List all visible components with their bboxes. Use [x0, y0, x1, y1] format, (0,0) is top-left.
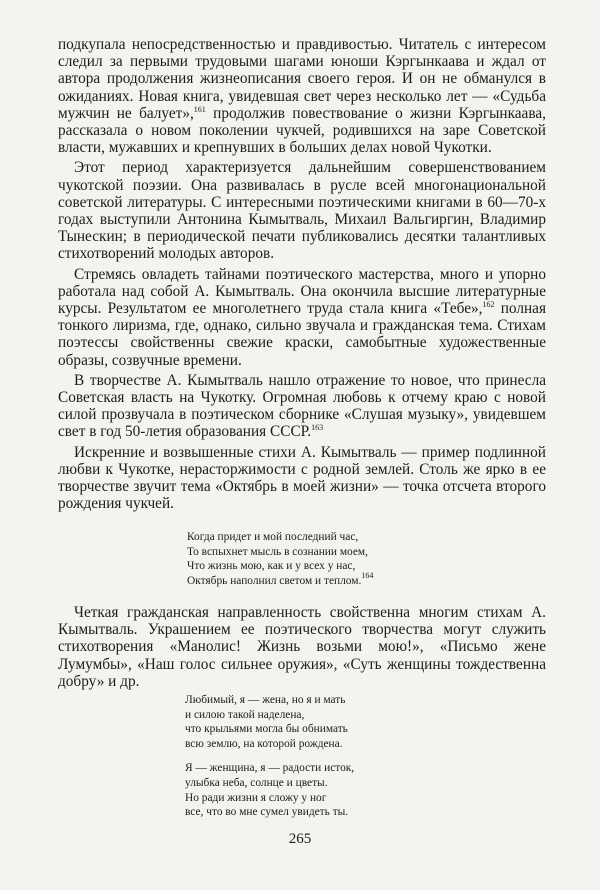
page-body [58, 36, 546, 512]
poem-line-text: Октябрь наполнил светом и теплом. [187, 574, 362, 587]
poem-line: и силою такой наделена, [185, 708, 305, 721]
poem-october [187, 530, 373, 588]
poem-line: Я — женщина, я — радости исток, [185, 762, 355, 775]
paragraph-2 [58, 159, 546, 262]
poem-line: улыбка неба, солнце и цветы. [185, 776, 328, 789]
page-number: 265 [288, 831, 312, 847]
paragraph-1-text-cont: продолжив повествование о жизни Кэргынкаава, рассказала о новом поколении чукчей, родившихся на заре Советской власти, мужавших и крепнувших в больших делах новой Чукотки. [58, 104, 546, 157]
footnote-ref-164[interactable]: 164 [361, 570, 374, 580]
poem-line: Любимый, я — жена, но я и мать [185, 694, 346, 706]
poem-line: Но ради жизни я сложу у ног [185, 791, 327, 804]
paragraph-4 [58, 372, 546, 441]
footnote-ref-162[interactable]: 162 [482, 300, 495, 310]
footnote-ref-161[interactable]: 161 [193, 104, 206, 114]
paragraph-3-text: Стремясь овладеть тайнами поэтического мастерства, много и упорно работала над собой А. Кымытваль. Она окончила высшие литературные курсы. Результатом ее многолетнего труда стала книга «Тебе», [58, 265, 546, 318]
poem-line: все, что во мне сумел увидеть ты. [185, 806, 349, 819]
paragraph-5-text: Искренние и возвышенные стихи А. Кымытваль — пример подлинной любви к Чукотке, нерасторжимости с родной землей. Столь же ярко в ее творчестве звучит тема «Октябрь в моей жизни» — точка отсчета второго рождения чукчей. [58, 443, 546, 513]
poem-line: что крыльями могла бы обнимать [185, 723, 348, 736]
poem-line: То вспыхнет мысль в сознании моем, [187, 545, 368, 558]
paragraph-6-text: Четкая гражданская направленность свойственна многим стихам А. Кымытваль. Украшением ее поэтического творчества могут служить стихотворения «Манолис! Жизнь возьми мою!», «Письмо жене Лумумбы», «Наш голос сильнее оружия», «Суть женщины тождественна добру» и др. [58, 604, 546, 690]
paragraph-5 [58, 444, 546, 513]
poem-line [187, 570, 374, 589]
paragraph-1 [58, 36, 546, 156]
poem-line: Что жизнь мою, как и у всех у нас, [187, 560, 356, 573]
footnote-ref-163[interactable]: 163 [311, 423, 324, 433]
paragraph-3-text-cont: полная тонкого лиризма, где, однако, сильно звучала и гражданская тема. Стихам поэтессы свойственны свежие краски, самобытные художественные образы, созвучные времени. [58, 300, 546, 369]
poem-line: всю землю, на которой рождена. [185, 737, 343, 750]
paragraph-3 [58, 266, 546, 369]
poem-stanza-2 [185, 761, 354, 819]
paragraph-4-text: В творчестве А. Кымытваль нашло отражение то новое, что принесла Советская власть на Чукотку. Огромная любовь к отчему краю с новой силой прозвучала в поэтическом сборнике «Слушая музыку», увидевшем свет в год 50-летия образования СССР. [58, 371, 546, 441]
poem-woman [185, 693, 354, 820]
poem-line: Когда придет и мой последний час, [187, 531, 359, 543]
paragraph-2-text: Этот период характеризуется дальнейшим совершенствованием чукотской поэзии. Она развивалась в русле всей многонациональной советской литературы. С интересными поэтическими книгами в 60—70-х годах выступили Антонина Кымытваль, Михаил Вальгиргин, Владимир Тынескин; в периодической печати публиковались десятки талантливых стихотворений молодых авторов. [58, 159, 546, 263]
poem-stanza-1 [185, 693, 354, 751]
paragraph-6 [58, 604, 546, 690]
paragraph-1-text: подкупала непосредственностью и правдивостью. Читатель с интересом следил за первыми трудовыми шагами юноши Кэргынкаава и ждал от автора продолжения жизнеописания своего героя. И он не обманулся в ожиданиях. Новая книга, увидевшая свет через несколько лет — «Судьба мужчин не балует», [58, 36, 546, 122]
